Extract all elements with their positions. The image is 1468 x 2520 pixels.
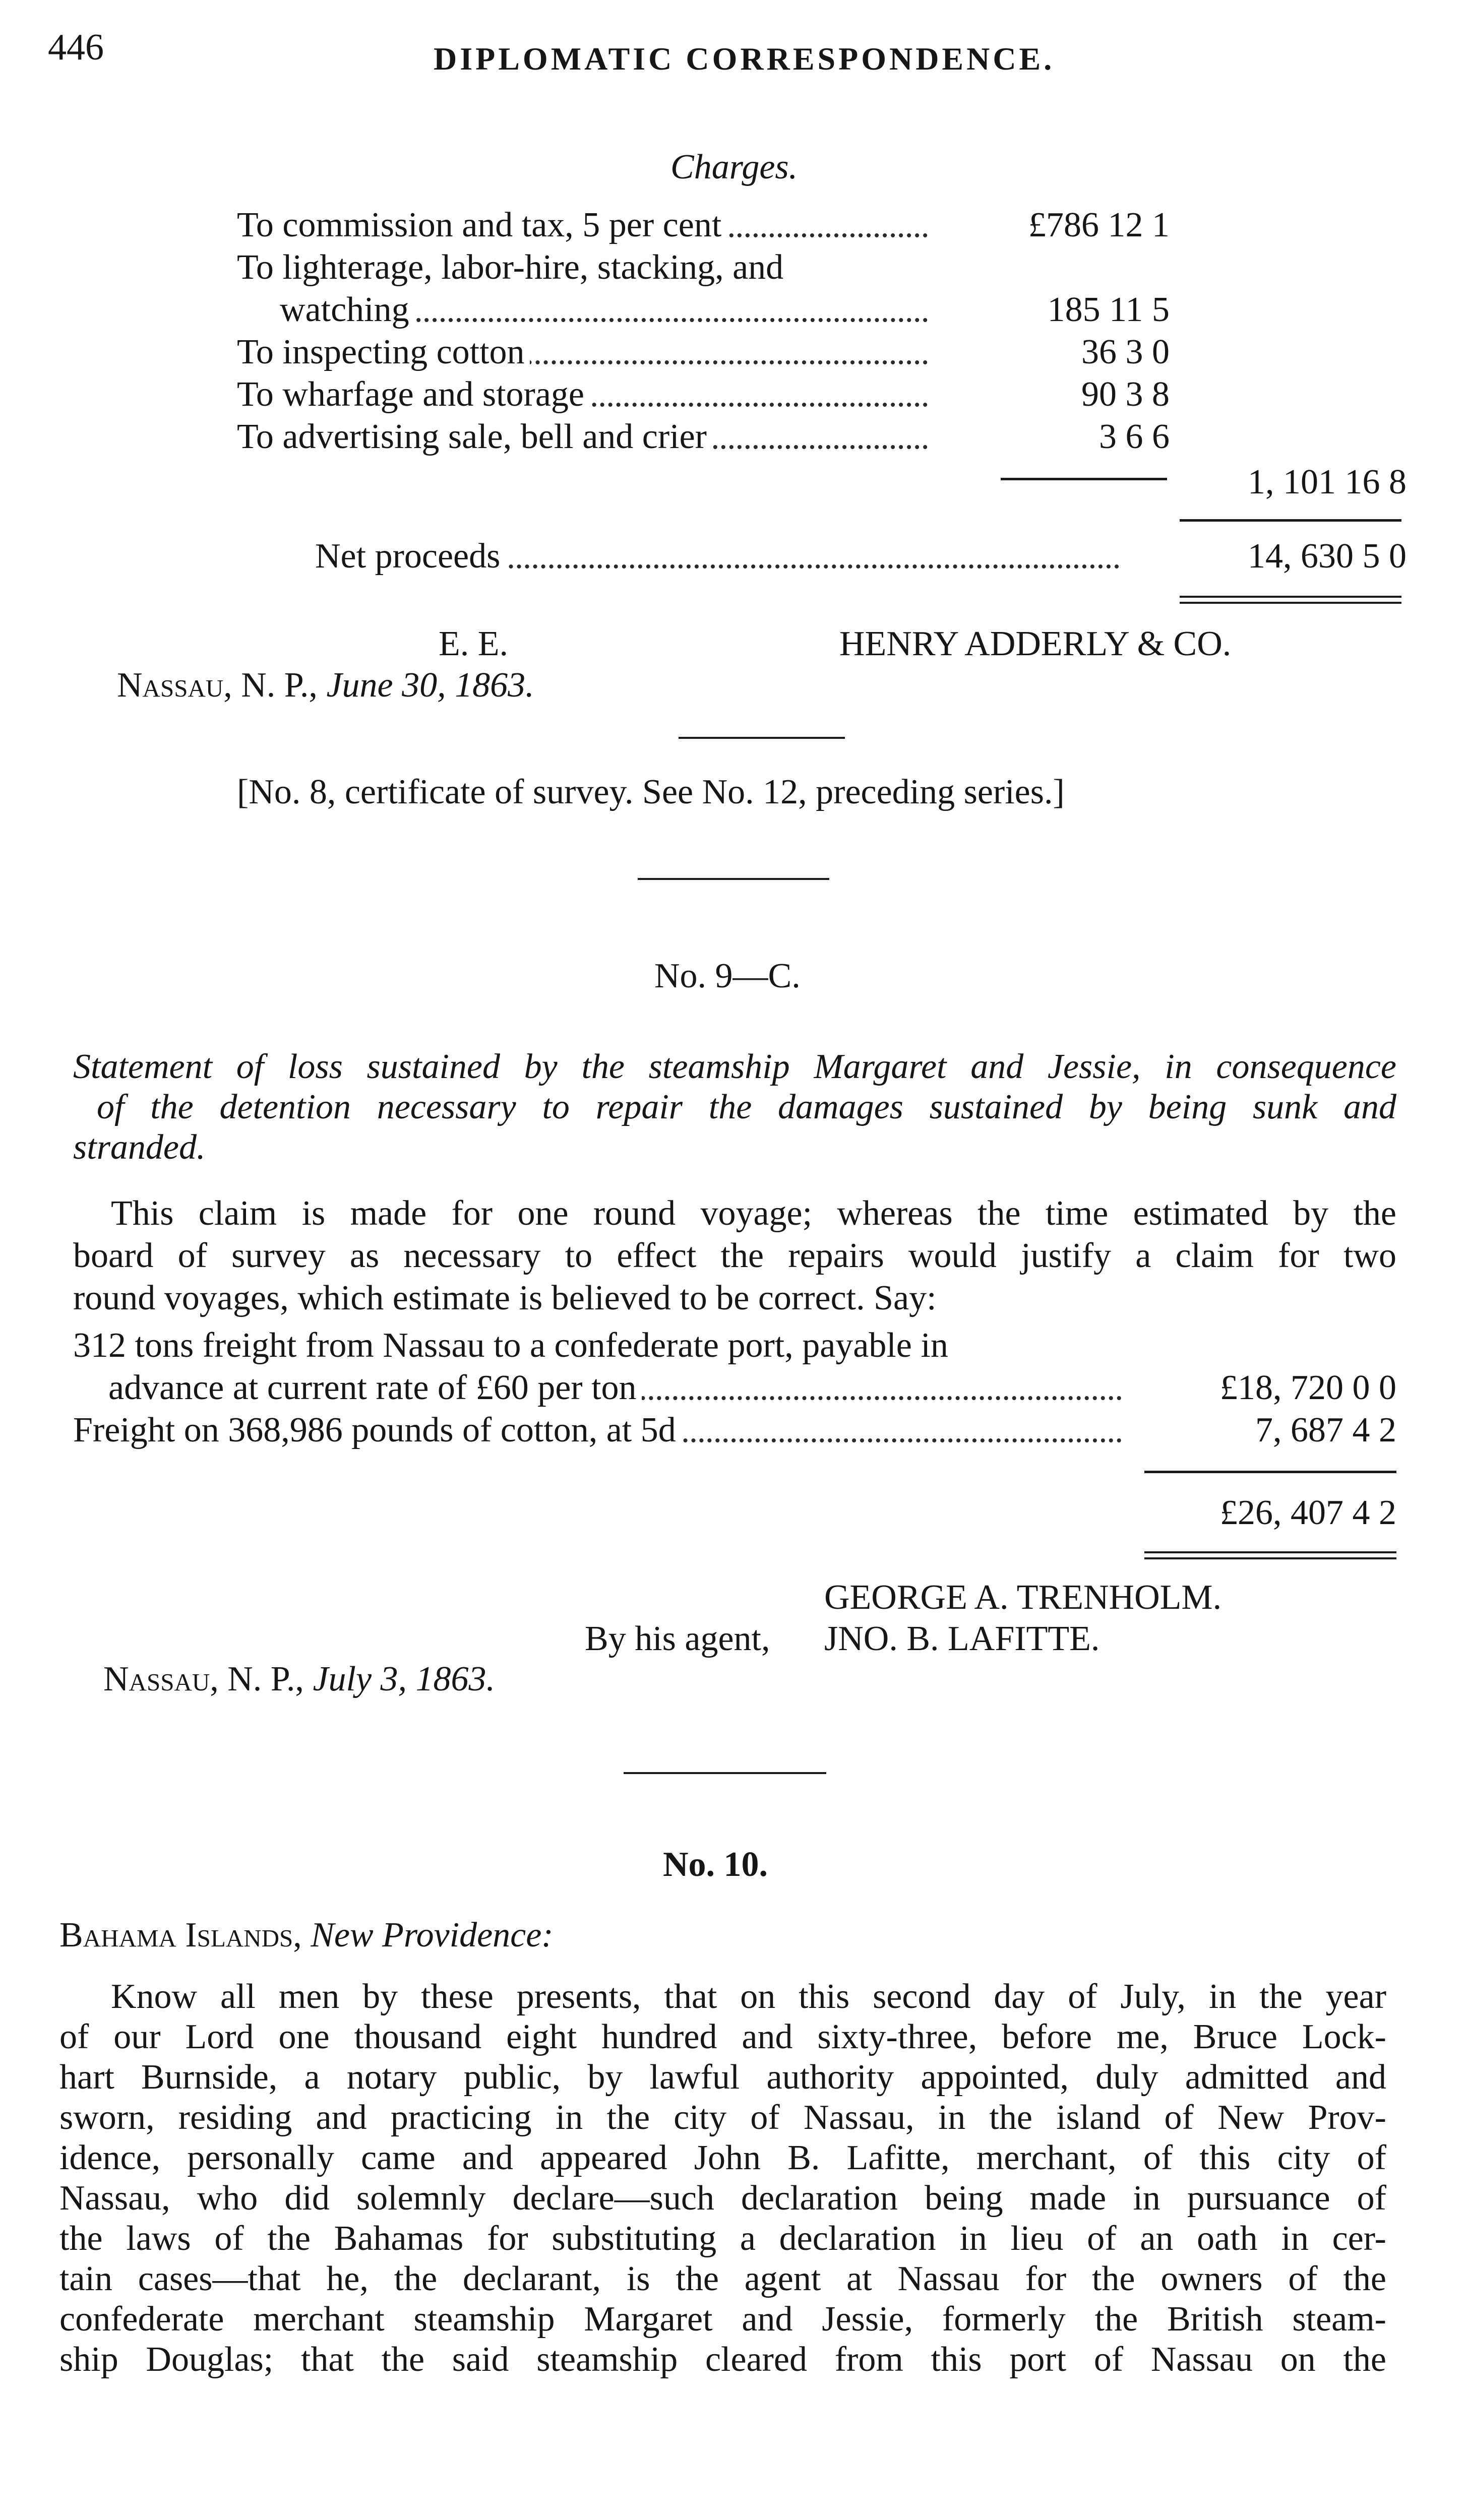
place-date: Nassau, N. P., June 30, 1863. [117, 666, 534, 705]
doc10-body-line: Nassau, who did solemnly declare—such declaration being made in pursuance of [59, 2179, 1386, 2218]
total-rule [1180, 519, 1401, 522]
doc9-heading: No. 9—C. [654, 957, 801, 995]
doc10-heading: No. 10. [663, 1845, 768, 1884]
doc9-place-date: Nassau, N. P., July 3, 1863. [103, 1660, 496, 1698]
net-proceeds-amount: 14, 630 5 0 [1248, 537, 1406, 576]
doc9-item-label: 312 tons freight from Nassau to a confederate port, payable in [73, 1326, 948, 1365]
doc10-place: Bahama Islands, New Providence: [59, 1916, 554, 1955]
section-divider [638, 878, 829, 880]
doc10-body-line: tain cases—that he, the declarant, is the agent at Nassau for the owners of the [59, 2259, 1386, 2298]
charge-row-amount: 185 11 5 [1047, 290, 1170, 329]
subtotal-rule [1001, 478, 1167, 480]
charge-row-amount: £786 12 1 [1028, 206, 1170, 244]
doc9-agent-prefix: By his agent, [585, 1619, 770, 1658]
charge-row-label: To commission and tax, 5 per cent [237, 204, 928, 246]
section-divider [679, 737, 845, 739]
doc9-total-rule [1144, 1471, 1396, 1473]
charge-row-label: To inspecting cotton [237, 331, 928, 373]
charge-row-label: To wharfage and storage [237, 373, 928, 416]
doc10-body-line: ship Douglas; that the said steamship cleared from this port of Nassau on the [59, 2340, 1386, 2379]
doc9-item-amount: 7, 687 4 2 [1255, 1411, 1396, 1450]
charge-row-label: To lighterage, labor-hire, stacking, and [237, 248, 784, 287]
page-number: 446 [48, 27, 104, 68]
net-proceeds-double-rule [1180, 596, 1401, 604]
doc10-body-line: sworn, residing and practicing in the city of Nassau, in the island of New Prov- [59, 2098, 1386, 2137]
doc9-agent: JNO. B. LAFITTE. [824, 1619, 1100, 1658]
doc10-body-line: the laws of the Bahamas for substituting a declaration in lieu of an oath in cer- [59, 2219, 1386, 2258]
running-title: DIPLOMATIC CORRESPONDENCE. [434, 41, 1055, 77]
survey-note: [No. 8, certificate of survey. See No. 12, preceding series.] [237, 773, 1065, 811]
doc9-double-rule [1144, 1551, 1396, 1559]
doc9-statement-line: of the detention necessary to repair the damages sustained by being sunk and [97, 1088, 1396, 1126]
doc9-paragraph-line: board of survey as necessary to effect the repairs would justify a claim for two [73, 1236, 1396, 1275]
charge-row-amount: 3 6 6 [1099, 417, 1170, 456]
doc9-statement-line: Statement of loss sustained by the steamship Margaret and Jessie, in consequence [73, 1047, 1396, 1086]
doc10-body-line: confederate merchant steamship Margaret and Jessie, formerly the British steam- [59, 2300, 1386, 2339]
doc9-item-label: advance at current rate of £60 per ton [108, 1367, 1122, 1409]
doc9-statement-line: stranded. [73, 1128, 206, 1167]
initials: E. E. [439, 624, 509, 663]
doc9-total: £26, 407 4 2 [1220, 1493, 1396, 1532]
doc9-signer: GEORGE A. TRENHOLM. [824, 1578, 1222, 1617]
firm-signature: HENRY ADDERLY & CO. [839, 624, 1232, 663]
charge-row-amount: 90 3 8 [1081, 375, 1170, 414]
doc9-paragraph-line: This claim is made for one round voyage; whereas the time estimated by the [111, 1194, 1396, 1233]
doc9-paragraph-line: round voyages, which estimate is believed to be correct. Say: [73, 1279, 937, 1317]
charges-total: 1, 101 16 8 [1248, 463, 1406, 501]
charge-row-label: watching [280, 289, 928, 331]
doc9-item-amount: £18, 720 0 0 [1220, 1368, 1396, 1407]
doc10-body-line: of our Lord one thousand eight hundred and sixty-three, before me, Bruce Lock- [59, 2018, 1386, 2056]
doc10-body-line: idence, personally came and appeared John B. Lafitte, merchant, of this city of [59, 2138, 1386, 2177]
charges-title: Charges. [670, 148, 798, 186]
doc10-body-line: hart Burnside, a notary public, by lawful authority appointed, duly admitted and [59, 2058, 1386, 2097]
charge-row-amount: 36 3 0 [1081, 333, 1170, 371]
doc9-item-label: Freight on 368,986 pounds of cotton, at 5d [73, 1409, 1122, 1452]
charge-row-label: To advertising sale, bell and crier [237, 416, 928, 458]
doc10-body-line: Know all men by these presents, that on this second day of July, in the year [111, 1977, 1386, 2016]
net-proceeds-label: Net proceeds [315, 535, 1119, 578]
section-divider [624, 1772, 826, 1774]
